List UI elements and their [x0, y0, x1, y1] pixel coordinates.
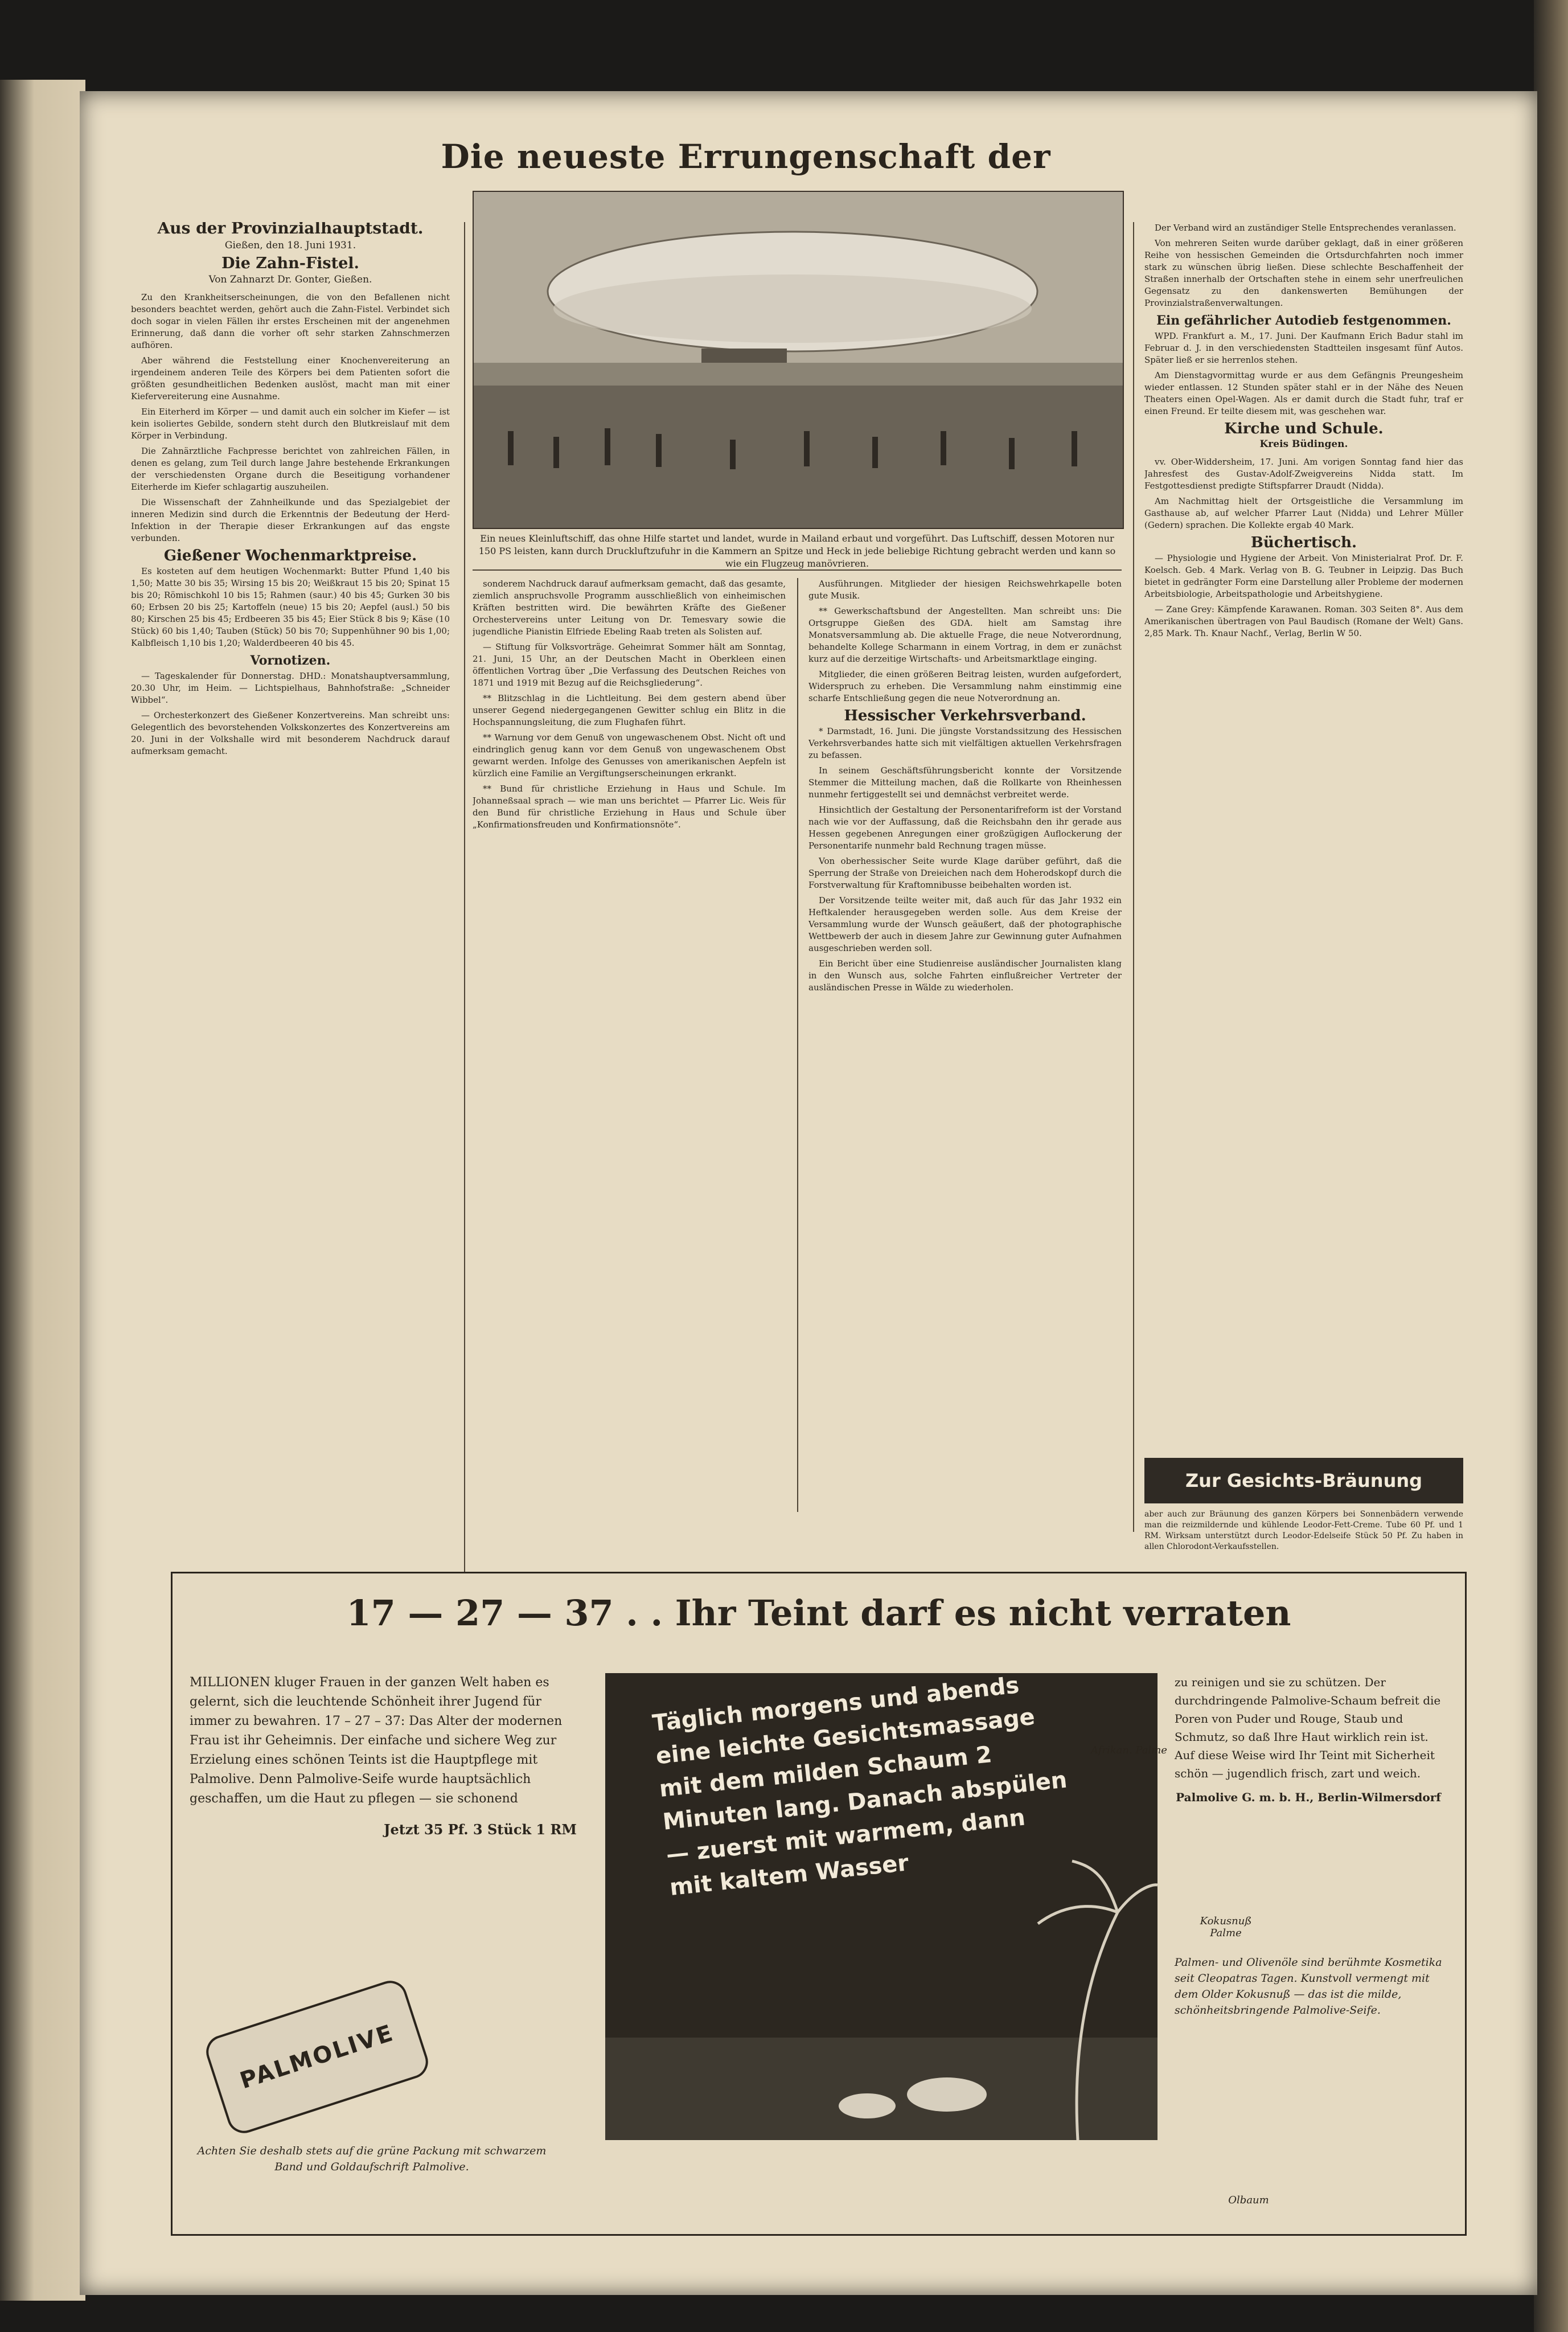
paragraph: Der Verband wird an zuständiger Stelle Entsprechendes veranlassen.: [1155, 223, 1456, 233]
gesichts-ad-text: [1144, 1509, 1463, 1560]
paragraph: sonderem Nachdruck darauf aufmerksam gemacht, daß das gesamte, ziemlich anspruchsvolle Programm ausschließlich von einheimischen Kräften bestritten wird. Die bewährten Kräfte des Gießener Orchestervereins unter Leitung von Dr. Temesvary sowie die jugendliche Pianistin Elfriede Ebeling Raab treten als Solisten auf.: [473, 579, 786, 637]
column-rule: [797, 578, 798, 1512]
paragraph: Ausführungen. Mitglieder der hiesigen Reichswehrkapelle boten gute Musik.: [808, 579, 1122, 601]
ad-price: Jetzt 35 Pf. 3 Stück 1 RM: [384, 1821, 577, 1838]
dateline: Gießen, den 18. Juni 1931.: [224, 240, 356, 251]
paragraph: Hinsichtlich der Gestaltung der Personentarifreform ist der Vorstand nach wie vor der Auffassung, daß die Reichsbahn den ihr gerade aus Hessen gegebenen Anregungen einer großzügigen Auflockerung der Personentarife nunmehr bald Rechnung tragen müsse.: [808, 805, 1122, 851]
paragraph: — Stiftung für Volksvorträge. Geheimrat Sommer hält am Sonntag, 21. Juni, 15 Uhr, an der Deutschen Macht in Oberkleen einen öffentlichen Vortrag über „Die Verfassung des Deutschen Reiches von 1871 und 1919 mit Bezug auf die Reichsgliederung“.: [473, 642, 786, 688]
article-title: Hessischer Verkehrsverband.: [844, 707, 1086, 724]
paragraph: Mitglieder, die einen größeren Beitrag leisten, wurden aufgefordert, Widerspruch zu erheben. Die Versammlung nahm einstimmig eine scharfe Entschließung gegen die neue Notverordnung an.: [808, 669, 1122, 703]
paragraph: — Physiologie und Hygiene der Arbeit. Von Ministerialrat Prof. Dr. F. Koelsch. Geb. 4 Mark. Verlag von B. G. Teubner in Leipzig. Das Buch bietet in gedrängter Form eine Darstellung aller Probleme der modernen Arbeitsbiologie, Arbeitspathologie und Arbeitshygiene.: [1144, 553, 1463, 599]
palm-label: Afrikan. Palme: [1091, 1744, 1167, 1756]
paragraph: ** Gewerkschaftsbund der Angestellten. Man schreibt uns: Die Ortsgruppe Gießen des GDA. hielt am Samstag ihre Monatsversammlung ab. Die aktuelle Frage, die neue Notverordnung, behandelte Kollege Scharmann in einem Vortrag, in dem er zunächst kurz auf die derzeitige Wirtschafts- und Arbeitsmarktlage einging.: [808, 606, 1122, 664]
palm-label: Olbaum: [1228, 2194, 1269, 2206]
paragraph: ** Blitzschlag in die Lichtleitung. Bei dem gestern abend über unserer Gegend niedergegangenen Gewitter schlug ein Blitz in die Hochspannungsleitung, die zum Flughafen führt.: [473, 693, 786, 727]
article-title: Kirche und Schule.: [1224, 420, 1384, 437]
paragraph: ** Bund für christliche Erziehung in Haus und Schule. Im Johanneßsaal sprach — wie man uns berichtet — Pfarrer Lic. Weis für den Bund für christliche Erziehung in Haus und Schule über „Konfirmationsfreuden und Konfirmationsnöte“.: [473, 784, 786, 830]
column-rule: [464, 222, 465, 1600]
soap-bar: PALMOLIVE: [202, 1976, 433, 2137]
paragraph: Von mehreren Seiten wurde darüber geklagt, daß in einer größeren Reihe von hessischen Gemeinden die Ortsdurchfahrten noch immer stark zu wünschen übrig ließen. Diese schlechte Beschaffenheit der Straßen innerhalb der Ortschaften stehe in einem sehr unerfreulichen Gegensatz zu den dankenswerten Bemühungen der Provinzialstraßenverwaltungen.: [1144, 238, 1463, 308]
ad-dark-text: Täglich morgens und abends eine leichte Gesichtsmassage mit dem milden Schaum 2 Minuten lang. Danach abspülen — zuerst mit warmem, dann mit kaltem Wasser: [651, 1672, 1069, 1901]
page-edge: [1534, 0, 1568, 2332]
airship-photo: [473, 191, 1124, 529]
section-kicker: Aus der Provinzialhauptstadt.: [157, 222, 424, 237]
article-title: Ein gefährlicher Autodieb festgenommen.: [1156, 313, 1451, 328]
ad-copy: MILLIONEN kluger Frauen in der ganzen Welt haben es gelernt, sich die leuchtende Schönheit ihrer Jugend für immer zu bewahren. 17 – 27 – 37: Das Alter der modernen Frau ist ihr Geheimnis. Der einfache und sichere Weg zur Erzielung eines schönen Teints ist die Hauptpflege mit Palmolive. Denn Palmolive-Seife wurde hauptsächlich geschaffen, um die Haut zu pflegen — sie schonend: [190, 1675, 563, 1806]
newspaper-page: [80, 91, 1537, 2295]
paragraph: Von oberhessischer Seite wurde Klage darüber geführt, daß die Sperrung der Straße von Dreieichen nach dem Hoherodskopf durch die Forstverwaltung für Kraftomnibusse beibehalten worden ist.: [808, 856, 1122, 890]
ad-footnote: Achten Sie deshalb stets auf die grüne Packung mit schwarzem Band und Goldaufschrift Palmolive.: [197, 2145, 547, 2173]
center-column-a: [473, 578, 786, 1512]
paragraph: Ein Bericht über eine Studienreise ausländischer Journalisten klang in den Wunsch aus, solche Fahrten einflußreicher Vertreter der ausländischen Presse in Wälde zu wiederholen.: [808, 958, 1122, 993]
paragraph: vv. Ober-Widdersheim, 17. Juni. Am vorigen Sonntag fand hier das Jahresfest des Gustav-Adolf-Zweigvereins Nidda statt. Im Festgottesdienst predigte Stiftspfarrer Draudt (Nidda).: [1144, 457, 1463, 491]
paragraph: Zu den Krankheitserscheinungen, die von den Befallenen nicht besonders beachtet werden, gehört auch die Zahn-Fistel. Verbindet sich doch sogar in vielen Fällen ihr erstes Erscheinen mit der angenehmen Erinnerung, daß dann die vorher oft sehr starken Zahnschmerzen aufhören.: [131, 292, 450, 350]
left-column: [131, 222, 450, 1600]
paragraph: Am Nachmittag hielt der Ortsgeistliche die Versammlung im Gasthause ab, auf welcher Pfarrer Laut (Nidda) und Lehrer Müller (Gedern) sprachen. Die Kollekte ergab 40 Mark.: [1144, 496, 1463, 530]
ad-headline: 17 — 27 — 37 . . Ihr Teint darf es nicht verraten: [346, 1592, 1291, 1634]
article-title: Gießener Wochenmarktpreise.: [163, 547, 417, 564]
ad-left-text: [190, 1673, 577, 1839]
palmolive-advertisement: [171, 1572, 1467, 2236]
paragraph: Ein Eiterherd im Körper — und damit auch ein solcher im Kiefer — ist kein isoliertes Gebilde, sondern steht durch den Blutkreislauf mit dem Körper in Verbindung.: [131, 407, 450, 441]
airship-illustration: [474, 192, 1123, 528]
right-column: [1144, 222, 1463, 1452]
ad-dark-panel: [605, 1673, 1157, 2140]
oil-text: Palmen- und Olivenöle sind berühmte Kosmetika seit Cleopatras Tagen. Kunstvoll vermengt mit dem Older Kokusnuß — das ist die milde, schönheitsbringende Palmolive-Seife.: [1175, 1956, 1442, 2017]
article-title: Vornotizen.: [250, 653, 331, 668]
ad-copy: zu reinigen und sie zu schützen. Der durchdringende Palmolive-Schaum befreit die Poren von Puder und Rouge, Staub und Schmutz, so daß Ihre Haut wirklich rein ist. Auf diese Weise wird Ihr Teint mit Sicherheit schön — jugendlich frisch, zart und weich.: [1175, 1675, 1441, 1780]
article-title: Die Zahn-Fistel.: [221, 255, 359, 272]
photo-caption: Ein neues Kleinluftschiff, das ohne Hilfe startet und landet, wurde in Mailand erbaut und vorgeführt. Das Luftschiff, dessen Motoren nur 150 PS leisten, kann durch Druckluftzufuhr in die Kammern an Spitze und Heck in jede beliebige Richtung gebracht werden und kann so wie ein Flugzeug manövrieren.: [478, 533, 1116, 569]
article-byline: Von Zahnarzt Dr. Gonter, Gießen.: [208, 274, 372, 285]
center-column-b: [808, 578, 1122, 1512]
paragraph: — Zane Grey: Kämpfende Karawanen. Roman. 303 Seiten 8°. Aus dem Amerikanischen übertragen von Paul Baudisch (Romane der Welt) Gans. 2,85 Mark. Th. Knaur Nachf., Verlag, Berlin W 50.: [1144, 604, 1463, 638]
ad-right-text: [1175, 1673, 1442, 2018]
paragraph: — Tageskalender für Donnerstag. DHD.: Monatshauptversammlung, 20.30 Uhr, im Heim. — Lichtspielhaus, Bahnhofstraße: „Schneider Wibbel“.: [131, 671, 450, 705]
paragraph: Es kosteten auf dem heutigen Wochenmarkt: Butter Pfund 1,40 bis 1,50; Matte 30 bis 35; Wirsing 15 bis 20; Weißkraut 15 bis 20; Spinat 15 bis 20; Römischkohl 10 bis 15; Rahmen (saur.) 40 bis 45; Gurken 30 bis 60; Erbsen 20 bis 25; Kartoffeln (neue) 15 bis 20; Aepfel (ausl.) 50 bis 80; Kirschen 25 bis 45; Erdbeeren 35 bis 45; Eier Stück 8 bis 9; Käse (10 Stück) 60 bis 1,40; Tauben (Stück) 50 bis 70; Suppenhühner 90 bis 1,00; Kalbfleisch 1,10 bis 1,20; Walderdbeeren 40 bis 45.: [131, 566, 450, 648]
palm-label: Kokusnuß Palme: [1200, 1915, 1252, 1939]
paragraph: — Orchesterkonzert des Gießener Konzertvereins. Man schreibt uns: Gelegentlich des bevorstehenden Volkskonzertes des Konzertvereins am 20. Juni in der Volkshalle wird mit besonderem Nachdruck darauf aufmerksam gemacht.: [131, 710, 450, 756]
paragraph: WPD. Frankfurt a. M., 17. Juni. Der Kaufmann Erich Badur stahl im Februar d. J. in den verschiedensten Stadtteilen insgesamt fünf Autos. Später ließ er sie herrenlos stehen.: [1144, 331, 1463, 365]
paragraph: Die Zahnärztliche Fachpresse berichtet von zahlreichen Fällen, in denen es gelang, zum Teil durch lange Jahre bestehende Erkrankungen der verschiedensten Organe durch die Beseitigung vorhandener Eiterherde im Kiefer schlagartig auszuheilen.: [131, 446, 450, 492]
paragraph: Aber während die Feststellung einer Knochenvereiterung an irgendeinem anderen Teile des Körpers bei dem Patienten sofort die größten gesundheitlichen Bedenken auslöst, macht man mit einer Kiefervereiterung eine Ausnahme.: [131, 355, 450, 401]
paragraph: * Darmstadt, 16. Juni. Die jüngste Vorstandssitzung des Hessischen Verkehrsverbandes hatte sich mit vielfältigen aktuellen Verkehrsfragen zu befassen.: [808, 726, 1122, 760]
section-rule: [473, 569, 1122, 571]
book-spine: [0, 80, 85, 2301]
paragraph: Der Vorsitzende teilte weiter mit, daß auch für das Jahr 1932 ein Heftkalender herausgegeben werden solle. Aus dem Kreise der Versammlung wurde der Wunsch geäußert, daß der photographische Wettbewerb der auch in diesem Jahre zur Gewinnung guter Aufnahmen ausgeschrieben werden soll.: [808, 895, 1122, 953]
article-subtitle: Kreis Büdingen.: [1259, 438, 1348, 450]
gesichts-ad-banner: Zur Gesichts-Bräunung: [1144, 1458, 1463, 1503]
paragraph: ** Warnung vor dem Genuß von ungewaschenem Obst. Nicht oft und eindringlich genug kann vor dem Genuß von ungewaschenem Obst gewarnt werden. Infolge des Genusses von amerikanischen Aepfeln ist kürzlich eine Familie an Vergiftungserscheinungen erkrankt.: [473, 732, 786, 778]
ad-body: aber auch zur Bräunung des ganzen Körpers bei Sonnenbädern verwende man die reizmildernde und kühlende Leodor-Fett-Creme. Tube 60 Pf. und 1 RM. Wirksam unterstützt durch Leodor-Edelseife Stück 50 Pf. Zu haben in allen Chlorodont-Verkaufsstellen.: [1144, 1510, 1463, 1551]
column-rule: [1133, 222, 1134, 1532]
ad-company: Palmolive G. m. b. H., Berlin-Wilmersdorf: [1176, 1790, 1441, 1804]
paragraph: Die Wissenschaft der Zahnheilkunde und das Spezialgebiet der inneren Medizin sind durch die Erkenntnis der Bedeutung der Herd-Infektion in der Therapie dieser Erkrankungen auf das engste verbunden.: [131, 497, 450, 543]
paragraph: In seinem Geschäftsführungsbericht konnte der Vorsitzende Stemmer die Mitteilung machen, daß die Rollkarte von Rheinhessen nunmehr fertiggestellt sei und demnächst verbreitet werde.: [808, 765, 1122, 800]
article-title: Büchertisch.: [1250, 534, 1357, 551]
main-headline: Die neueste Errungenschaft der: [441, 137, 1051, 176]
paragraph: Am Dienstagvormittag wurde er aus dem Gefängnis Preungesheim wieder entlassen. 12 Stunden später stahl er in der Nähe des Neuen Theaters einen Opel-Wagen. Als er damit durch die Stadt fuhr, traf er einen Freund. Er teilte diesem mit, was geschehen war.: [1144, 370, 1463, 416]
palm-illustration: [605, 1673, 1157, 2140]
